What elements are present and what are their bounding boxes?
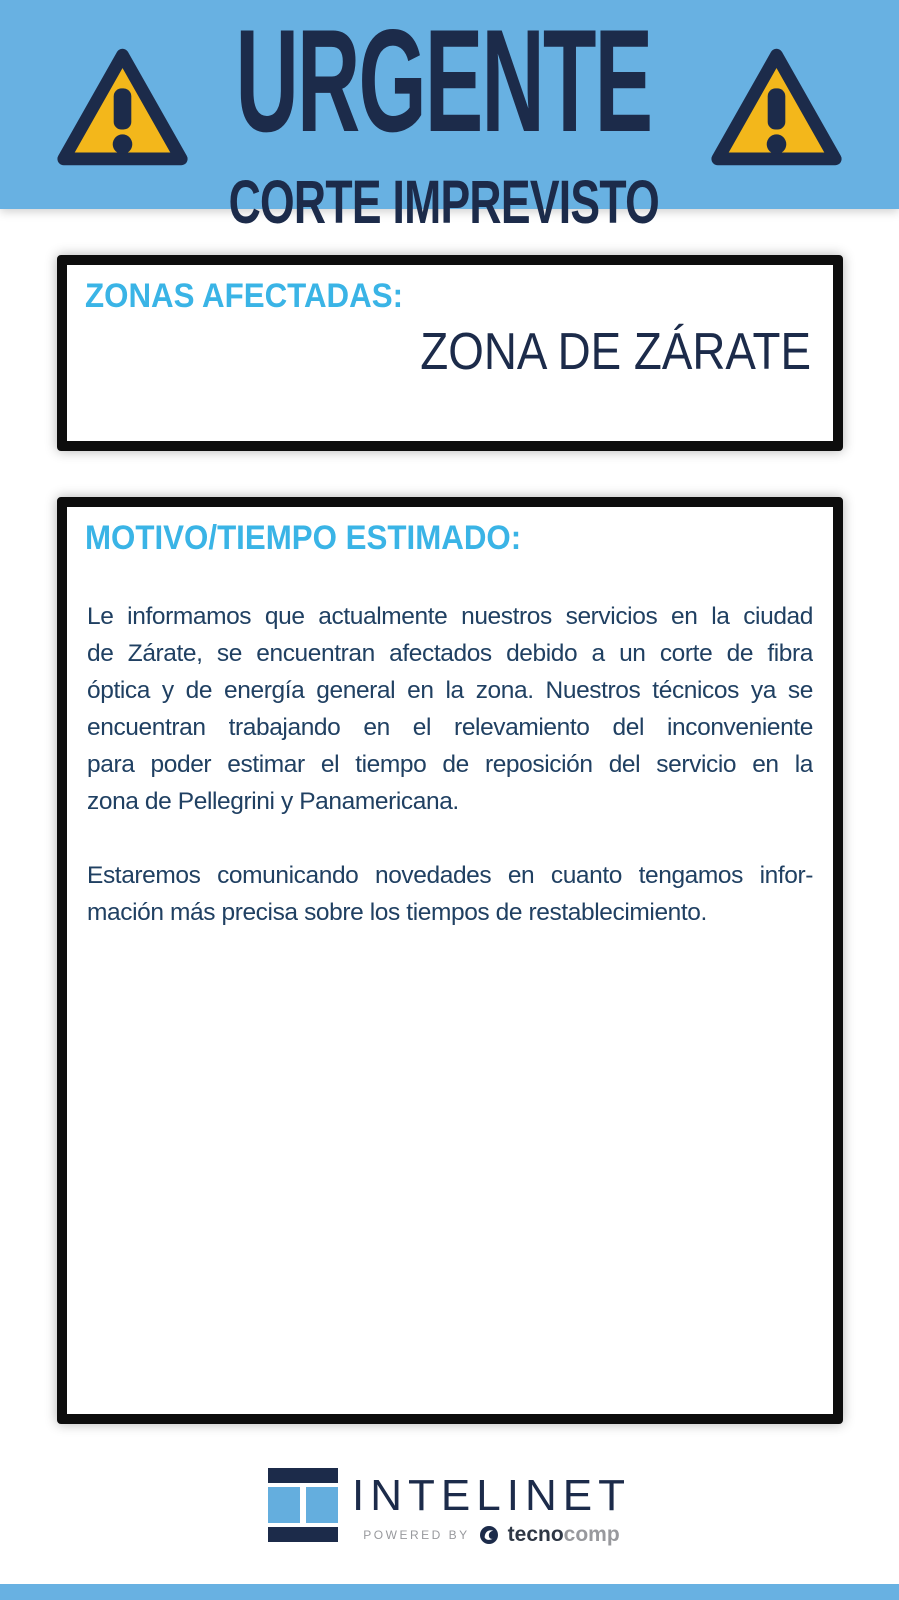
footer bbox=[0, 1468, 899, 1545]
vendor-name-light: comp bbox=[563, 1523, 620, 1546]
reason-heading: MOTIVO/TIEMPO ESTIMADO: bbox=[85, 519, 522, 557]
paragraph bbox=[87, 857, 813, 931]
text-line: encuentran trabajando en el relevamiento del inconveniente bbox=[87, 714, 813, 742]
vendor-name-bold: tecno bbox=[507, 1523, 564, 1546]
mark-top-bar bbox=[268, 1468, 338, 1483]
intelinet-logo bbox=[268, 1468, 631, 1545]
text-line: Estaremos comunicando novedades en cuanto tengamos infor- bbox=[87, 862, 813, 890]
text-line: mación más precisa sobre los tiempos de restablecimiento. bbox=[87, 899, 707, 927]
text-line: de Zárate, se encuentran afectados debido a un corte de fibra bbox=[87, 640, 813, 668]
affected-zones-panel bbox=[57, 255, 843, 451]
text-line: zona de Pellegrini y Panamericana. bbox=[87, 788, 459, 816]
affected-zones-heading: ZONAS AFECTADAS: bbox=[85, 277, 404, 315]
bottom-accent-bar bbox=[0, 1584, 899, 1600]
powered-by-label: POWERED BY bbox=[363, 1527, 470, 1542]
mark-bottom-bar bbox=[268, 1527, 338, 1542]
banner-subtitle: CORTE IMPREVISTO bbox=[228, 167, 659, 236]
text-line: óptica y de energía general en la zona. Nuestros técnicos ya se bbox=[87, 677, 813, 705]
body-text bbox=[85, 598, 815, 931]
zone-name: ZONA DE ZÁRATE bbox=[420, 323, 811, 382]
banner-title: URGENTE bbox=[235, 0, 652, 162]
vendor-wordmark bbox=[508, 1524, 620, 1545]
intelinet-mark bbox=[268, 1468, 338, 1542]
urgent-banner bbox=[0, 0, 899, 236]
reason-panel bbox=[57, 497, 843, 1424]
paragraph bbox=[87, 598, 813, 820]
tecnocomp-logo-icon bbox=[479, 1525, 499, 1545]
brand-wordmark: INTELINET bbox=[352, 1471, 631, 1520]
text-line: para poder estimar el tiempo de reposición del servicio en la bbox=[87, 751, 813, 779]
mark-square-right bbox=[306, 1487, 338, 1523]
mark-square-left bbox=[268, 1487, 300, 1523]
warning-triangle-icon bbox=[708, 44, 845, 172]
warning-triangle-icon bbox=[54, 44, 191, 172]
text-line: Le informamos que actualmente nuestros servicios en la ciudad bbox=[87, 603, 813, 631]
